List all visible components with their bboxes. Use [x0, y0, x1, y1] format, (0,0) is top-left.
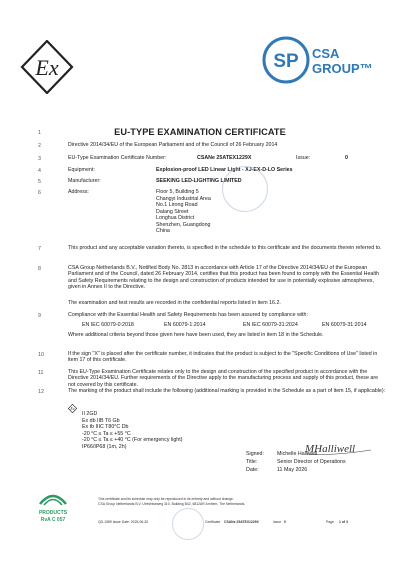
marking-line: II 2GD	[82, 411, 98, 417]
footer-issue-number: 0	[284, 520, 286, 524]
ex-logo-text: Ex	[35, 55, 59, 80]
line-number-10: 10	[38, 352, 44, 358]
address-line: Dalang Street	[156, 208, 189, 215]
footer-note-2: CSA Group Netherlands B.V. Utrechtseweg 310, Building B42, 6812AR Arnhem, The Netherlands.	[98, 502, 246, 506]
title-label: Title:	[246, 459, 258, 465]
badge-line2: RvA C 057	[40, 517, 66, 523]
ex-mark-text: Ex	[70, 406, 75, 411]
address-line: No.1 Lirong Road	[156, 202, 198, 208]
address-line: China	[156, 228, 170, 234]
line-number-11: 11	[38, 370, 44, 376]
stamp-seal-footer	[172, 508, 204, 540]
section-9-text: Compliance with the Essential Health and Safety Requirements has been assured by compliance with:	[68, 312, 308, 318]
issue-value: 0	[345, 155, 348, 161]
manufacturer-value: SEEKING LED-LIGHTING LIMITED	[156, 178, 242, 184]
document-title: EU-TYPE EXAMINATION CERTIFICATE	[114, 127, 286, 137]
equipment-label: Equipment:	[68, 167, 95, 173]
cert-number-label: EU-Type Examination Certificate Number:	[68, 155, 167, 161]
signed-label: Signed:	[246, 451, 264, 457]
section-8-text: CSA Group Netherlands B.V., Notified Body No. 2813 in accordance with Article 17 of the Directive 2014/34/EU of the European Parliament and of the Council, dated 26 February 2014, certifies that this product has been found to comply with the Essential Health and Safety Requirements relating to the design and construction of products intended for use in potentially explosive atmospheres, given in Annex II to the Directive.	[68, 265, 379, 291]
footer-page-label: Page	[326, 520, 334, 524]
badge-line1: PRODUCTS	[38, 510, 68, 516]
title-value: Senior Director of Operations	[277, 459, 346, 465]
address-line: Longhua District	[156, 215, 195, 221]
section-7-text: This product and any acceptable variation thereto, is specified in the schedule to this certificate and the documents therein referred to.	[68, 245, 382, 251]
address-label: Address:	[68, 189, 89, 195]
address-line: Floor 5, Building 5	[156, 189, 199, 195]
address-line: Changyi Industrial Area	[156, 195, 211, 202]
directive-text: Directive 2014/34/EU of the European Parliament and of the Council of 26 February 2014	[68, 142, 278, 148]
date-value: 11 May 2026	[277, 467, 308, 473]
line-number-6: 6	[38, 190, 41, 196]
issue-label: Issue:	[296, 155, 311, 161]
line-number-8: 8	[38, 266, 41, 272]
line-number-5: 5	[38, 179, 41, 185]
footer-page-number: 1 of 3	[339, 520, 348, 524]
footer-cert-number: CSANe 25ATEX1229X	[224, 520, 259, 524]
ex-hexagon-logo	[20, 40, 74, 94]
line-number-12: 12	[38, 389, 44, 395]
equipment-value: Explosion-proof LED Linear Light - XJ-EX-D-LO Series	[156, 167, 293, 173]
line-number-2: 2	[38, 143, 41, 149]
ex-mark-symbol	[68, 404, 77, 413]
form-number: QD-1589 Issue Date: 2025-06-30	[98, 520, 149, 524]
signature-scribble: MHalliwell	[305, 443, 356, 455]
marking-line: -20 °C ≤ Ta ≤ +55 °C	[82, 430, 131, 437]
csa-group-logo	[262, 36, 376, 84]
stamp-seal	[222, 166, 268, 212]
line-number-4: 4	[38, 168, 41, 174]
standard-4: EN 60079-31:2014	[322, 322, 367, 328]
standard-3: EN IEC 60079-31:2024	[243, 322, 298, 328]
marking-block	[82, 411, 182, 450]
address-line: Shenzhen, Guangdong	[156, 221, 211, 228]
marking-line: Ex tb IIIC T80°C Db	[82, 424, 129, 430]
marking-line: -20 °C ≤ Ta ≤ +40 °C (For emergency light)	[82, 437, 183, 443]
cert-number-value: CSANe 25ATEX1229X	[197, 155, 252, 161]
standard-2: EN 60079-1:2014	[164, 322, 206, 328]
csa-name-line2: GROUP™	[312, 61, 373, 76]
csa-name-line1: CSA	[312, 46, 340, 61]
csa-logo-mark: SP	[273, 51, 299, 72]
section-10-text: If the sign "X" is placed after the certificate number, it indicates that the product is subject to the "Specific Conditions of Use" listed in item 17 of this certificate.	[68, 351, 378, 364]
section-12-text: The marking of the product shall include the following (additional marking is provided in the Schedule as a part of item 15, if applicable):	[68, 388, 386, 394]
line-number-9: 9	[38, 313, 41, 319]
line-number-7: 7	[38, 246, 41, 252]
footer-issue-label: Issue	[273, 520, 282, 524]
marking-line: IP66/IP68 (1m, 2h)	[82, 443, 127, 450]
line-number-1: 1	[38, 130, 41, 136]
section-9-additional: Where additional criteria beyond those given here have been used, they are listed in item 18 in the Schedule.	[68, 332, 324, 338]
footer-note-1: This certificate and its schedule may only be reproduced in its entirety and without change.	[98, 497, 234, 501]
standard-1: EN IEC 60079-0:2018	[82, 322, 134, 328]
section-11-text: This EU-Type Examination Certificate relates only to the design and construction of the specified product in accordance with the Directive 2014/34/EU. Further requirements of the Directive apply to the manufacturing process and supply of this product, these are not covered by this certificate.	[68, 369, 379, 388]
signed-value: Michelle Halliwell	[277, 451, 318, 457]
section-8-reports: The examination and test results are recorded in the confidential reports listed in item 16.2.	[68, 300, 281, 306]
manufacturer-label: Manufacturer:	[68, 178, 101, 184]
line-number-3: 3	[38, 156, 41, 162]
rva-accreditation-badge	[36, 486, 70, 524]
footer-cert-label: Certificate	[205, 520, 221, 524]
date-label: Date:	[246, 467, 259, 473]
address-block	[156, 189, 211, 235]
marking-line: Ex db IIB T6 Gb	[82, 417, 120, 424]
